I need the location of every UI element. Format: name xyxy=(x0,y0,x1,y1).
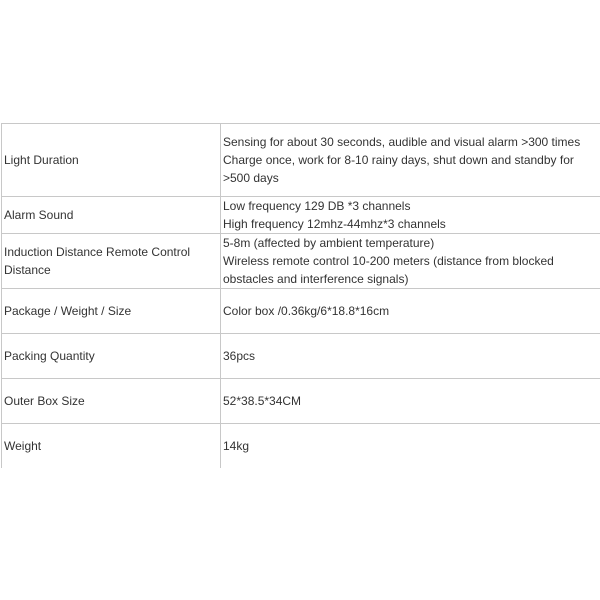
spec-value-line: Color box /0.36kg/6*18.8*16cm xyxy=(223,304,390,318)
table-row xyxy=(2,197,600,234)
spec-value xyxy=(221,234,600,289)
table-row xyxy=(2,334,600,379)
spec-value-line: 5-8m (affected by ambient temperature) xyxy=(223,236,435,250)
spec-value xyxy=(221,379,600,424)
spec-value-line: Sensing for about 30 seconds, audible and visual alarm >300 times xyxy=(223,135,581,149)
spec-value-line: Low frequency 129 DB *3 channels xyxy=(223,199,411,213)
spec-value-line: 14kg xyxy=(223,439,250,453)
spec-label: Alarm Sound xyxy=(2,197,221,234)
table-row xyxy=(2,379,600,424)
spec-value-line: 36pcs xyxy=(223,349,256,363)
spec-label: Outer Box Size xyxy=(2,379,221,424)
spec-label: Light Duration xyxy=(2,124,221,197)
table-row xyxy=(2,424,600,469)
spec-label: Induction Distance Remote Control Distance xyxy=(2,234,221,289)
spec-value-line: Wireless remote control 10-200 meters (distance from blocked obstacles and interference signals) xyxy=(223,254,554,286)
spec-value xyxy=(221,197,600,234)
table-row xyxy=(2,234,600,289)
spec-value xyxy=(221,124,600,197)
spec-label: Weight xyxy=(2,424,221,469)
spec-table xyxy=(1,123,600,468)
spec-value-line: 52*38.5*34CM xyxy=(223,394,302,408)
spec-value xyxy=(221,424,600,469)
table-row xyxy=(2,124,600,197)
spec-value-line: High frequency 12mhz-44mhz*3 channels xyxy=(223,217,446,231)
spec-label: Packing Quantity xyxy=(2,334,221,379)
spec-label: Package / Weight / Size xyxy=(2,289,221,334)
spec-value-line: Charge once, work for 8-10 rainy days, shut down and standby for >500 days xyxy=(223,153,574,185)
table-row xyxy=(2,289,600,334)
spec-value xyxy=(221,334,600,379)
spec-value xyxy=(221,289,600,334)
